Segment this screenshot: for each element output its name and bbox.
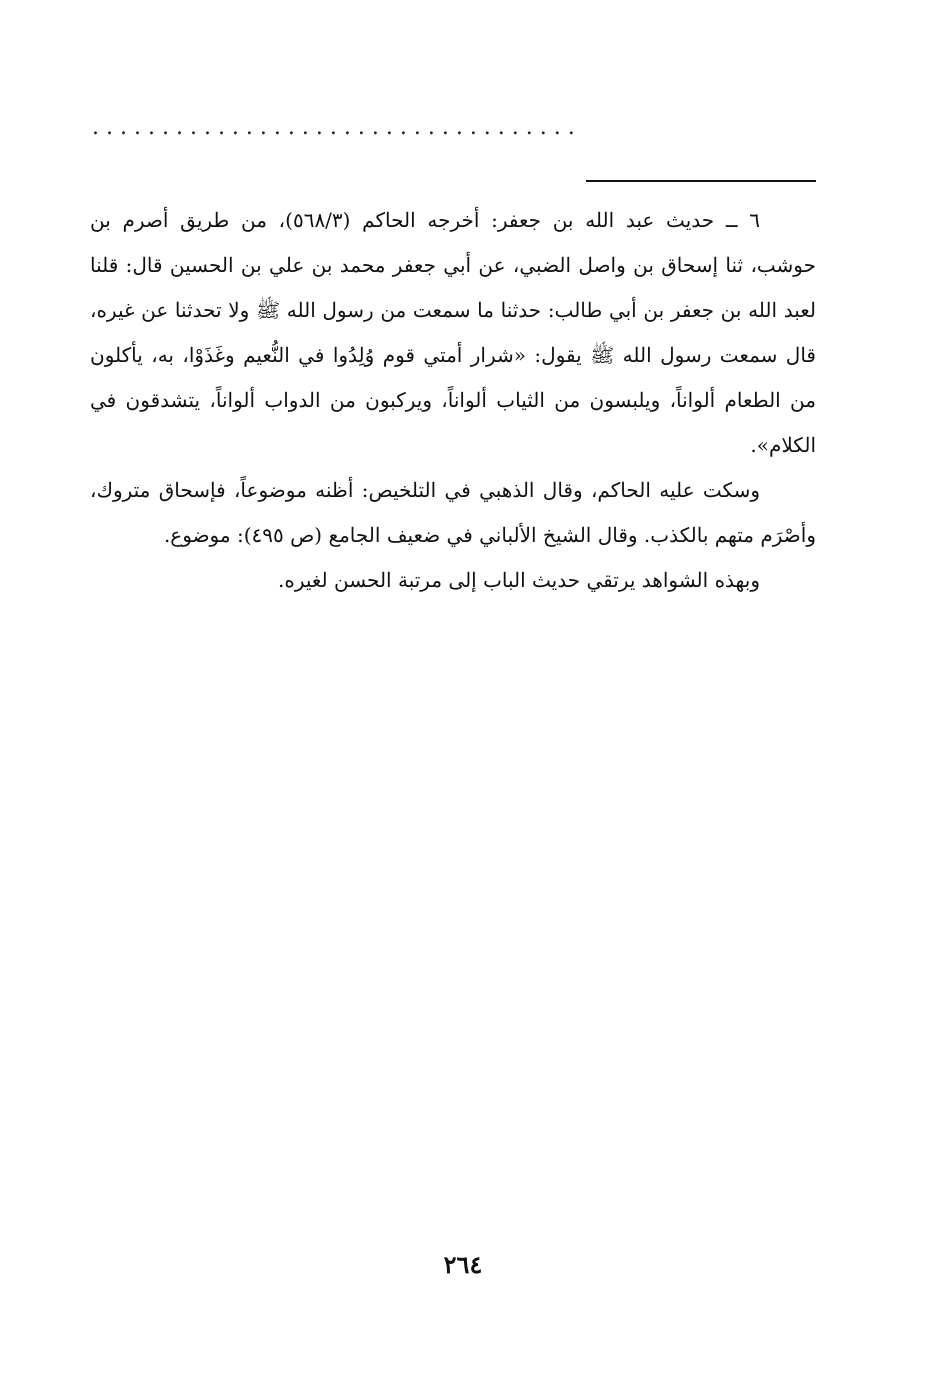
footnote-paragraph-hadith: ٦ ــ حديث عبد الله بن جعفر: أخرجه الحاكم (٥٦٨/٣)، من طريق أصرم بن حوشب، ثنا إسحاق بن واصل الضبي، عن أبي جعفر محمد بن علي بن الحسين قال: قلنا لعبد الله بن جعفر بن أبي طالب: حدثنا ما سمعت من رسول الله ﷺ ولا تحدثنا عن غيره، قال سمعت رسول الله ﷺ يقول: «شرار أمتي قوم وُلِدُوا في النُّعيم وغَذَوْا، به، يأكلون من الطعام ألواناً، ويلبسون من الثياب ألواناً، ويركبون من الدواب ألواناً، يتشدقون في الكلام». bbox=[90, 208, 816, 457]
dotted-separator: ................................... bbox=[92, 118, 582, 138]
footnote-text bbox=[90, 198, 816, 603]
footnote-paragraph-grading: وسكت عليه الحاكم، وقال الذهبي في التلخيص: أظنه موضوعاً، فإسحاق متروك، وأصْرَم متهم بالكذب. وقال الشيخ الألباني في ضعيف الجامع (ص ٤٩٥): موضوع. bbox=[90, 478, 816, 547]
footnote-rule bbox=[586, 180, 816, 182]
page-number: ٢٦٤ bbox=[443, 1250, 483, 1279]
footnote-paragraph-conclusion: وبهذه الشواهد يرتقي حديث الباب إلى مرتبة الحسن لغيره. bbox=[277, 568, 760, 592]
